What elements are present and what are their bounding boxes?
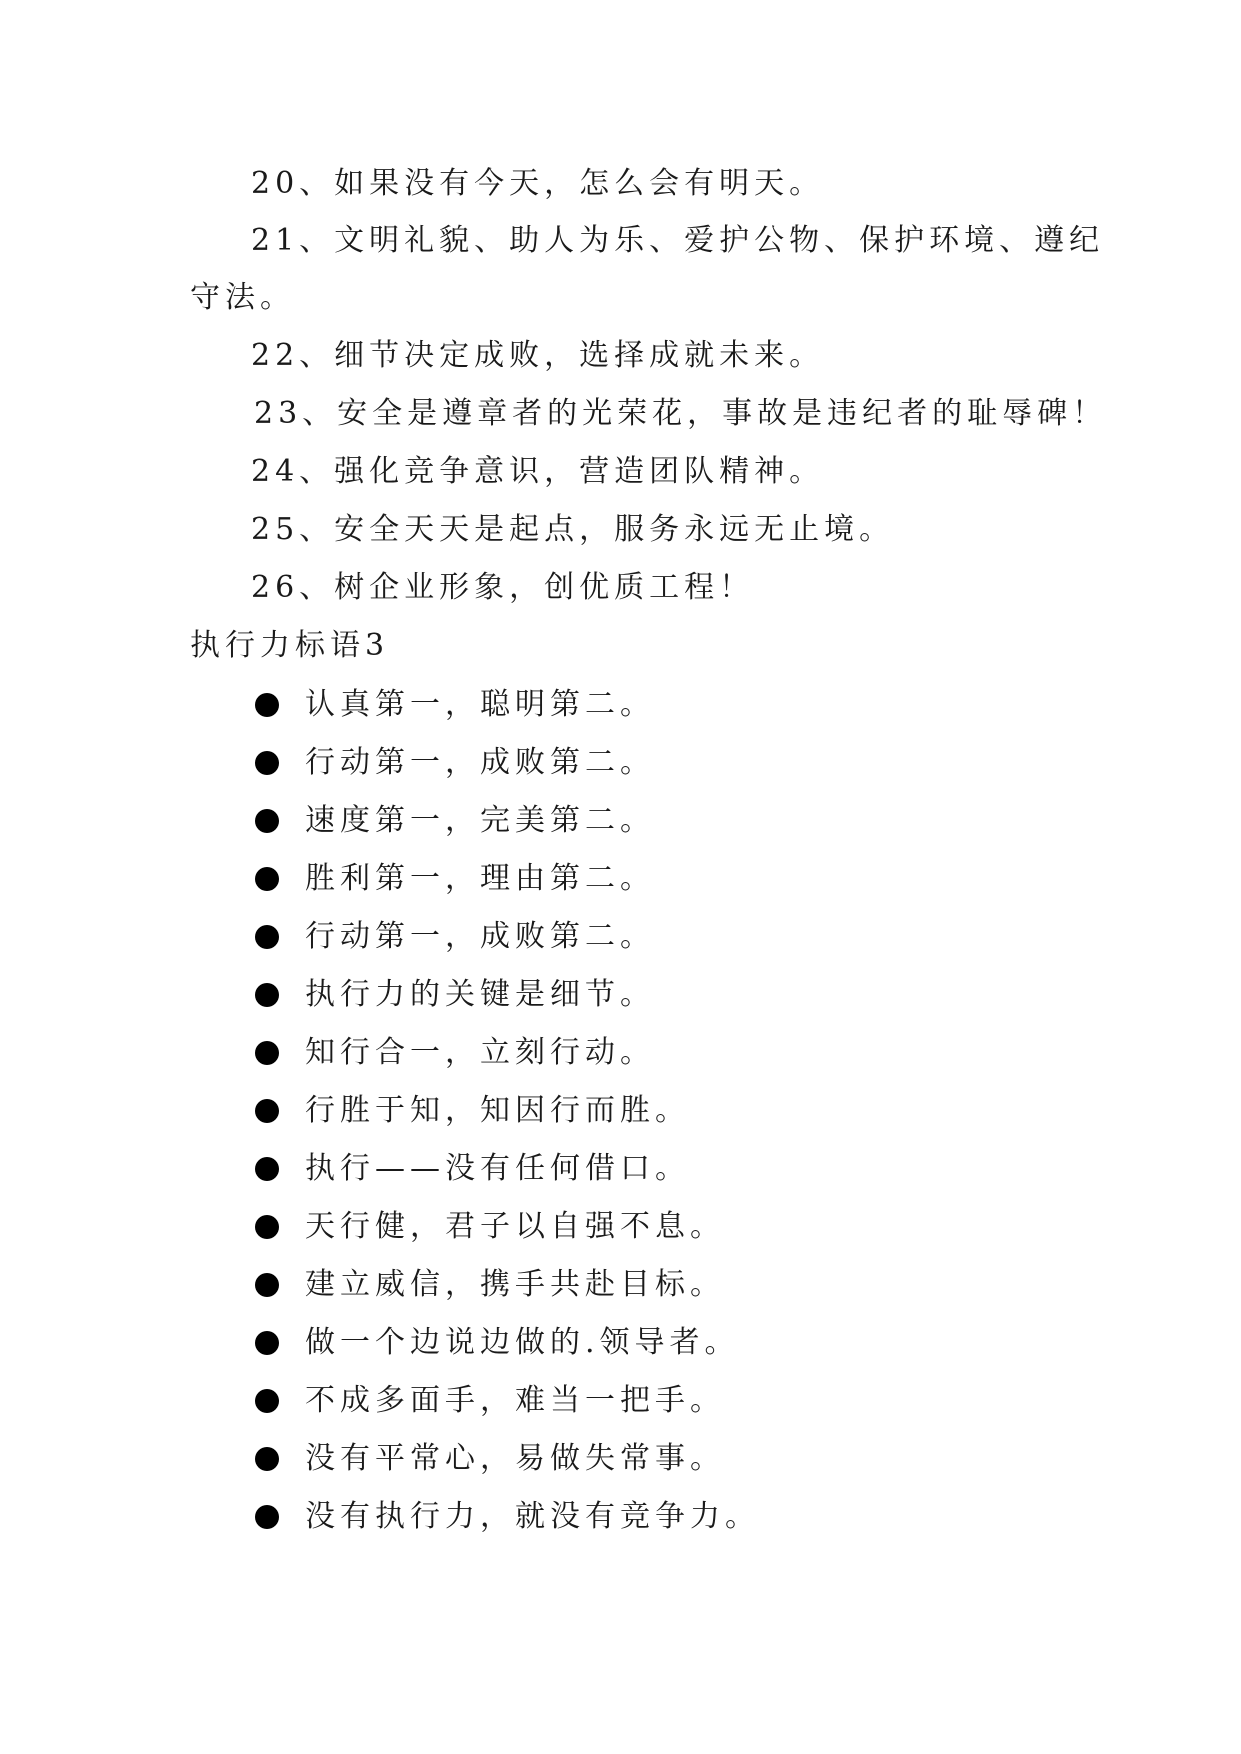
bullet-item: [255, 685, 655, 725]
bullet-text: 胜利第一，理由第二。: [305, 861, 655, 896]
bullet-item: [255, 1323, 740, 1363]
bullet-icon: [255, 1389, 279, 1413]
bullet-text: 知行合一，立刻行动。: [305, 1035, 655, 1070]
bullet-text: 行动第一，成败第二。: [305, 745, 655, 780]
bullet-icon: [255, 751, 279, 775]
bullet-item: [255, 917, 655, 957]
bullet-icon: [255, 1041, 279, 1065]
bullet-text: 行动第一，成败第二。: [305, 919, 655, 954]
bullet-text: 速度第一，完美第二。: [305, 803, 655, 838]
bullet-item: [255, 1265, 725, 1305]
bullet-text: 做一个边说边做的.领导者。: [305, 1325, 740, 1360]
bullet-item: [255, 859, 655, 899]
numbered-item-25: 25、安全天天是起点，服务永远无止境。: [251, 512, 895, 547]
bullet-icon: [255, 1157, 279, 1181]
bullet-icon: [255, 1505, 279, 1529]
bullet-icon: [255, 1447, 279, 1471]
bullet-text: 执行力的关键是细节。: [305, 977, 655, 1012]
bullet-icon: [255, 1273, 279, 1297]
bullet-text: 没有执行力，就没有竞争力。: [305, 1499, 760, 1534]
numbered-item-21: 21、文明礼貌、助人为乐、爱护公物、保护环境、遵纪: [251, 223, 1105, 258]
numbered-item-23: 23、安全是遵章者的光荣花，事故是违纪者的耻辱碑！: [254, 396, 1108, 431]
bullet-text: 执行——没有任何借口。: [305, 1151, 690, 1186]
bullet-text: 认真第一，聪明第二。: [305, 687, 655, 722]
numbered-item-22: 22、细节决定成败，选择成就未来。: [251, 338, 825, 373]
bullet-text: 天行健，君子以自强不息。: [305, 1209, 725, 1244]
bullet-item: [255, 801, 655, 841]
bullet-item: [255, 1207, 725, 1247]
numbered-item-21-continuation: 守法。: [190, 280, 295, 315]
bullet-item: [255, 1149, 690, 1189]
bullet-icon: [255, 1215, 279, 1239]
bullet-icon: [255, 809, 279, 833]
bullet-item: [255, 743, 655, 783]
bullet-icon: [255, 925, 279, 949]
bullet-icon: [255, 867, 279, 891]
bullet-item: [255, 975, 655, 1015]
bullet-icon: [255, 983, 279, 1007]
bullet-item: [255, 1381, 725, 1421]
bullet-text: 行胜于知，知因行而胜。: [305, 1093, 690, 1128]
bullet-icon: [255, 1331, 279, 1355]
bullet-item: [255, 1439, 725, 1479]
bullet-item: [255, 1091, 690, 1131]
bullet-text: 建立威信，携手共赴目标。: [305, 1267, 725, 1302]
section-heading: 执行力标语3: [190, 628, 390, 663]
numbered-item-20: 20、如果没有今天，怎么会有明天。: [251, 166, 825, 201]
bullet-icon: [255, 1099, 279, 1123]
bullet-item: [255, 1497, 760, 1537]
numbered-item-24: 24、强化竞争意识，营造团队精神。: [251, 454, 825, 489]
bullet-icon: [255, 693, 279, 717]
bullet-text: 没有平常心，易做失常事。: [305, 1441, 725, 1476]
bullet-item: [255, 1033, 655, 1073]
bullet-text: 不成多面手，难当一把手。: [305, 1383, 725, 1418]
numbered-item-26: 26、树企业形象，创优质工程！: [251, 570, 755, 605]
